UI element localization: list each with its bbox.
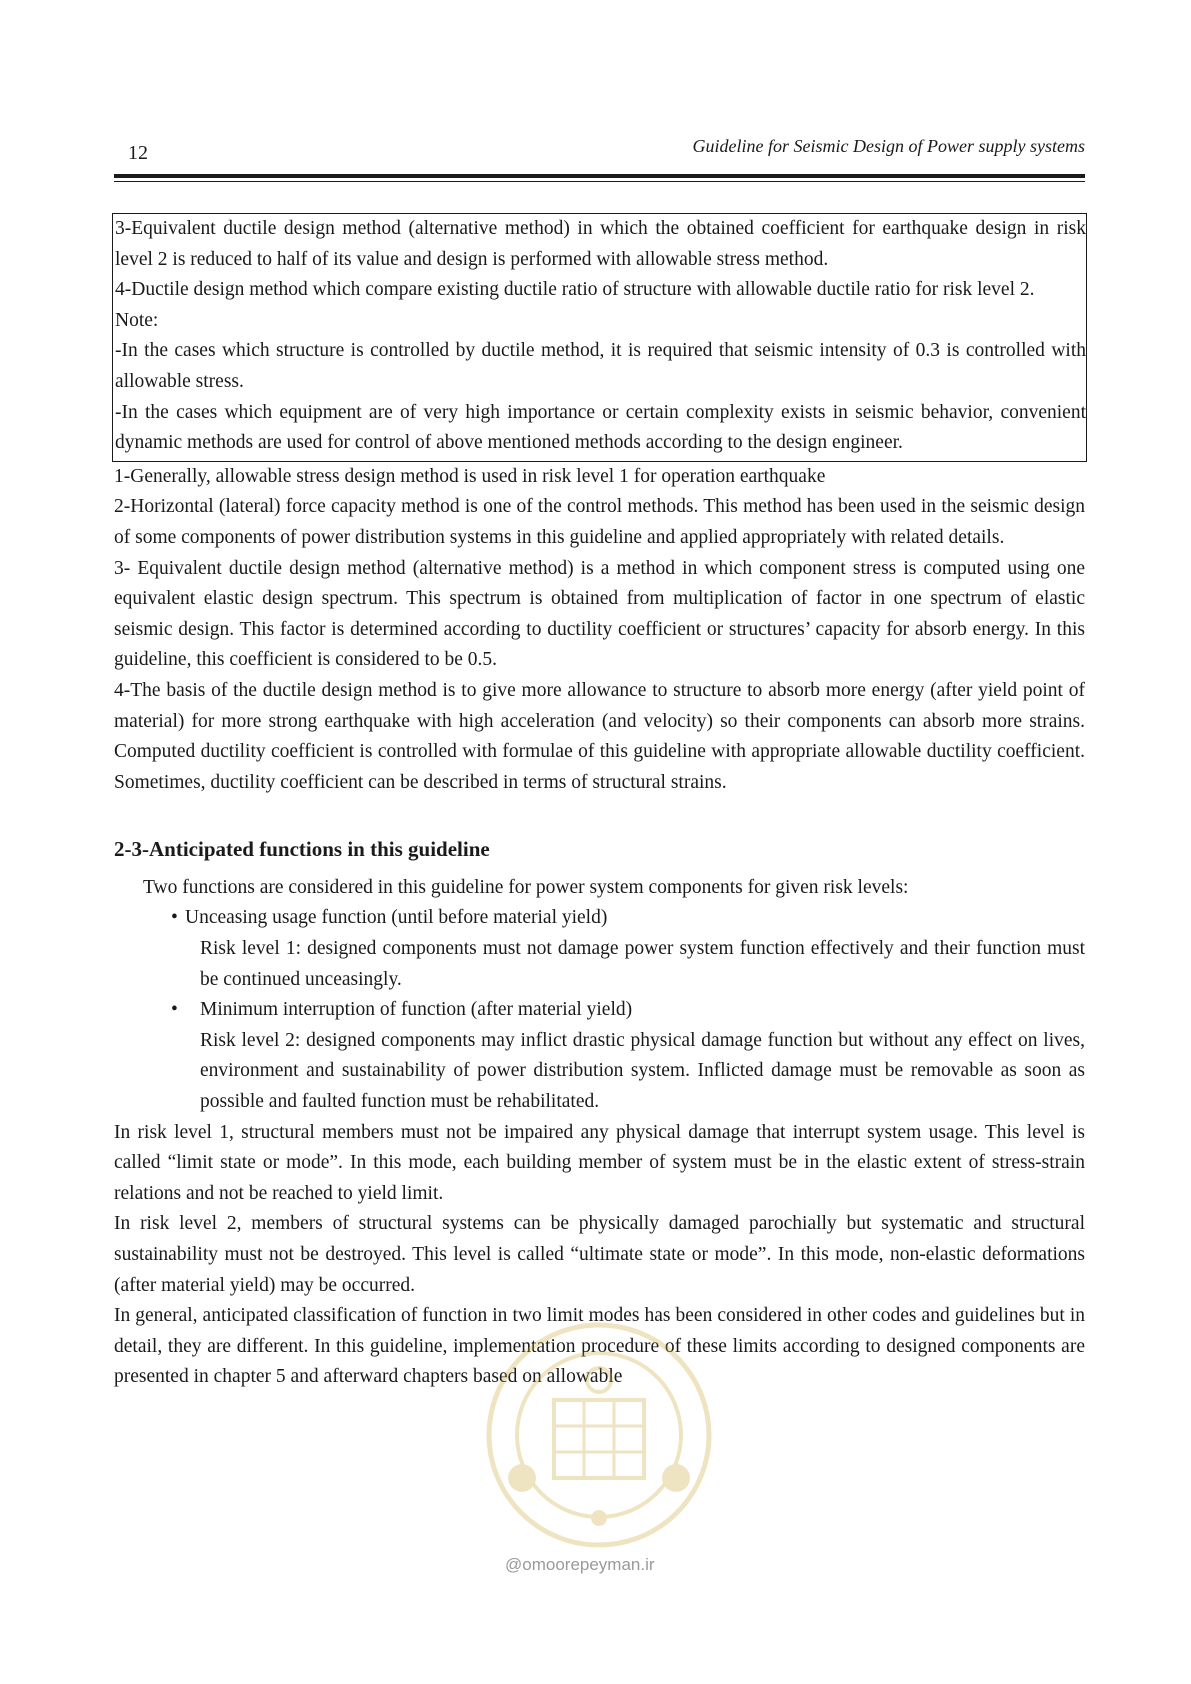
explanation-paragraph: 3- Equivalent ductile design method (alternative method) is a method in which component stress is computed using one equivalent elastic design spectrum. This spectrum is obtained from multiplication of factor in one spectrum of elastic seismic design. This factor is determined according to ductility coefficient or structures’ capacity for absorb energy. In this guideline, this coefficient is considered to be 0.5. bbox=[114, 557, 1085, 671]
page-number: 12 bbox=[128, 142, 148, 164]
section-heading: 2-3-Anticipated functions in this guideline bbox=[114, 837, 490, 862]
boxed-line: Note: bbox=[115, 309, 159, 331]
body-paragraph: In general, anticipated classification of function in two limit modes has been considered in other codes and guidelines but in detail, they are different. In this guideline, implementation procedure of these limits according to designed components are presented in chapter 5 and afterward chapters based on allowable bbox=[114, 1305, 1085, 1388]
boxed-line: 3-Equivalent ductile design method (alternative method) in which the obtained coefficient for earthquake design in risk level 2 is reduced to half of its value and design is performed with allowable stress method. bbox=[115, 218, 1086, 270]
bullet-item bbox=[114, 903, 1085, 934]
explanation-paragraph: 2-Horizontal (lateral) force capacity method is one of the control methods. This method has been used in the seismic design of some components of power distribution systems in this guideline and applied appropriately with related details. bbox=[114, 496, 1085, 548]
bullet-description: Risk level 2: designed components may inflict drastic physical damage function but without any effect on lives, environment and sustainability of power distribution system. Inflicted damage must be removable as soon as possible and faulted function must be rehabilitated. bbox=[200, 1029, 1085, 1113]
page-content bbox=[114, 213, 1085, 1393]
bullet-description: Risk level 1: designed components must not damage power system function effectively and their function must be continued unceasingly. bbox=[200, 938, 1085, 990]
bullet-icon: • bbox=[171, 999, 178, 1021]
bullet-item bbox=[114, 995, 1085, 1026]
explanation-paragraph: 4-The basis of the ductile design method is to give more allowance to structure to absorb more energy (after yield point of material) for more strong earthquake with high acceleration (and velocity) so their components can absorb more strains. Computed ductility coefficient is controlled with formulae of this guideline with appropriate allowable ductility coefficient. Sometimes, ductility coefficient can be described in terms of structural strains. bbox=[114, 679, 1085, 793]
explanations bbox=[114, 462, 1085, 799]
boxed-note bbox=[112, 213, 1087, 462]
body-paragraph: In risk level 1, structural members must not be impaired any physical damage that interrupt system usage. This level is called “limit state or mode”. In this mode, each building member of system must be in the elastic extent of stress-strain relations and not be reached to yield limit. bbox=[114, 1121, 1085, 1204]
boxed-line: -In the cases which structure is controlled by ductile method, it is required that seismic intensity of 0.3 is controlled with allowable stress. bbox=[115, 340, 1086, 392]
section-paragraphs bbox=[114, 1118, 1085, 1393]
section-intro: Two functions are considered in this guideline for power system components for given risk levels: bbox=[143, 876, 909, 898]
boxed-line: -In the cases which equipment are of very high importance or certain complexity exists in seismic behavior, convenient dynamic methods are used for control of above mentioned methods according to the design engineer. bbox=[115, 401, 1086, 454]
running-title: Guideline for Seismic Design of Power supply systems bbox=[692, 136, 1085, 156]
header-rule-thick bbox=[114, 174, 1085, 178]
explanation-paragraph: 1-Generally, allowable stress design method is used in risk level 1 for operation earthquake bbox=[114, 465, 826, 487]
bullet-icon: • bbox=[171, 907, 178, 929]
header-rule-thin bbox=[114, 181, 1085, 182]
boxed-line: 4-Ductile design method which compare existing ductile ratio of structure with allowable ductile ratio for risk level 2. bbox=[115, 279, 1035, 301]
body-paragraph: In risk level 2, members of structural systems can be physically damaged parochially but systematic and structural sustainability must not be destroyed. This level is called “ultimate state or mode”. In this mode, non-elastic deformations (after material yield) may be occurred. bbox=[114, 1213, 1085, 1296]
watermark-text: @omoorepeyman.ir bbox=[505, 1555, 655, 1574]
bullet-title: Minimum interruption of function (after material yield) bbox=[200, 999, 633, 1021]
bullet-title: Unceasing usage function (until before material yield) bbox=[185, 907, 608, 929]
